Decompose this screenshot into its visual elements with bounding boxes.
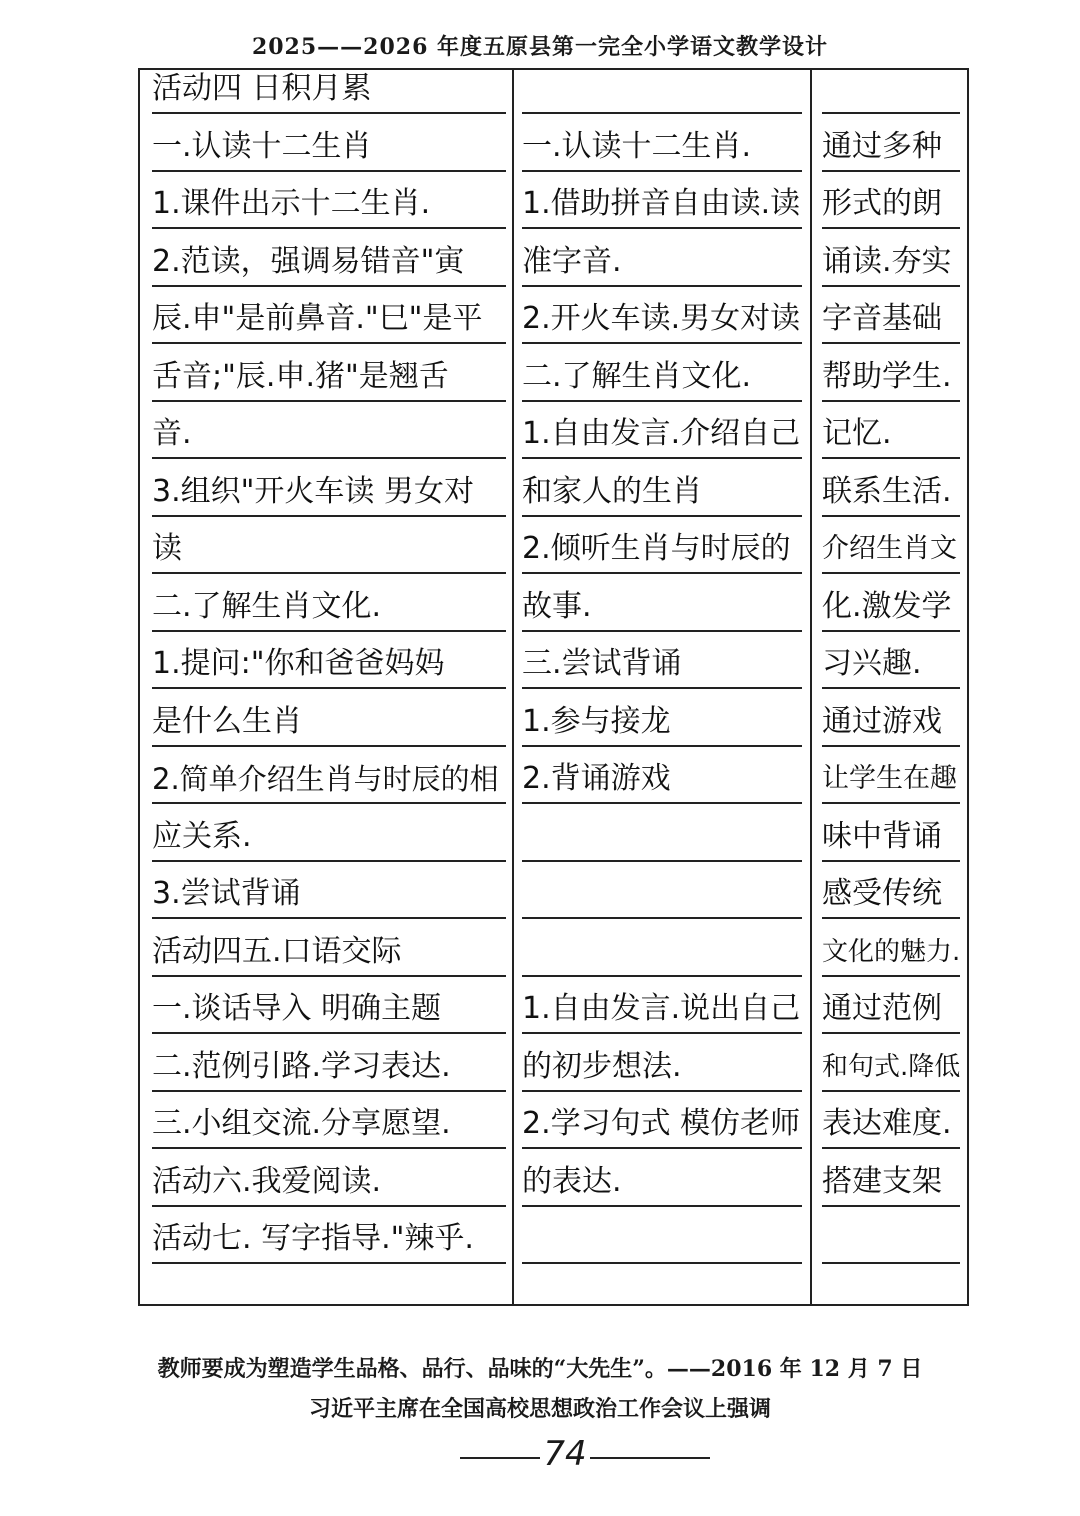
teacher-row xyxy=(152,114,506,172)
footer-source: 习近平主席在全国高校思想政治工作会议上强调 xyxy=(308,1396,771,1422)
teacher-row-text: 三.小组交流.分享愿望. xyxy=(152,1106,451,1141)
intent-row xyxy=(822,919,960,977)
teacher-row-text: 应关系. xyxy=(152,818,252,854)
intent-row xyxy=(822,286,960,344)
student-row xyxy=(522,516,802,574)
intent-row xyxy=(822,631,960,689)
teacher-row-text: 活动七. 写字指导."辣乎. xyxy=(152,1221,474,1256)
teacher-row-text: 舌音;"辰.申.猪"是翘舌 xyxy=(152,358,449,394)
teacher-row-text: 辰.申"是前鼻音."巳"是平 xyxy=(152,301,483,336)
student-row xyxy=(522,689,802,747)
teacher-row-text: 读 xyxy=(152,531,182,566)
student-row xyxy=(522,459,802,517)
student-row-text: 1.自由发言.介绍自己 xyxy=(522,416,801,451)
teacher-row xyxy=(152,976,506,1034)
intent-row-text: 字音基础 xyxy=(822,301,942,336)
student-row-text: 1.自由发言.说出自己 xyxy=(522,991,801,1026)
intent-row xyxy=(822,1091,960,1149)
page-number-dash-left xyxy=(460,1457,540,1459)
student-row xyxy=(522,114,802,172)
intent-row-text: 化.激发学 xyxy=(822,588,952,624)
teacher-row xyxy=(152,1091,506,1149)
intent-row xyxy=(822,401,960,459)
teacher-row xyxy=(152,861,506,919)
intent-row xyxy=(822,574,960,632)
page-number: 74 xyxy=(543,1434,587,1474)
intent-row xyxy=(822,689,960,747)
teacher-row-text: 2.简单介绍生肖与时辰的相 xyxy=(152,762,499,796)
teacher-row xyxy=(152,1149,506,1207)
teacher-row-text: 2.范读，强调易错音"寅 xyxy=(152,243,465,279)
student-row-text: 2.倾听生肖与时辰的 xyxy=(522,531,791,566)
page-number-dash-right xyxy=(590,1457,710,1459)
student-row xyxy=(522,861,802,919)
teacher-row-text: 音. xyxy=(152,416,192,451)
student-row-text: 二.了解生肖文化. xyxy=(522,358,752,394)
footer-quote: 教师要成为塑造学生品格、品行、品味的“大先生”。——2016 年 12 月 7 日 xyxy=(157,1356,923,1382)
intent-row-text: 感受传统 xyxy=(822,876,942,911)
intent-row xyxy=(822,171,960,229)
intent-row xyxy=(822,516,960,574)
teacher-row xyxy=(152,746,506,804)
student-row xyxy=(522,1206,802,1264)
student-row xyxy=(522,286,802,344)
student-row xyxy=(522,1149,802,1207)
teacher-row-text: 一.谈话导入 明确主题 xyxy=(152,991,442,1026)
student-row-text: 故事. xyxy=(522,588,592,624)
student-row-text: 和家人的生肖 xyxy=(522,473,702,509)
teacher-row-text: 一.认读十二生肖 xyxy=(152,128,372,164)
student-row-text: 1.借助拼音自由读.读 xyxy=(522,186,801,221)
student-row-text: 2.背诵游戏 xyxy=(522,761,671,796)
teacher-row-text: 是什么生肖 xyxy=(152,703,302,739)
intent-row-text: 介绍生肖文 xyxy=(822,533,957,564)
student-row-text: 的表达. xyxy=(522,1163,622,1199)
teacher-row-text: 活动四 日积月累 xyxy=(152,71,372,106)
intent-row-text: 习兴趣. xyxy=(822,646,922,681)
student-row xyxy=(522,976,802,1034)
teacher-row xyxy=(152,286,506,344)
teacher-row xyxy=(152,56,506,114)
intent-row xyxy=(822,1034,960,1092)
teacher-row-text: 活动四五.口语交际 xyxy=(152,933,402,969)
ruled-line xyxy=(152,1262,506,1264)
lesson-plan-table xyxy=(138,68,969,1306)
page-header: 2025——2026 年度五原县第一完全小学语文教学设计 xyxy=(251,34,829,60)
intent-row-text: 通过范例 xyxy=(822,991,942,1026)
teacher-row xyxy=(152,574,506,632)
student-row xyxy=(522,574,802,632)
teacher-row xyxy=(152,631,506,689)
intent-row-text: 让学生在趣 xyxy=(822,763,957,794)
intent-row xyxy=(822,746,960,804)
student-row xyxy=(522,401,802,459)
column-divider-2 xyxy=(810,70,812,1304)
intent-row-text: 通过游戏 xyxy=(822,703,942,739)
intent-row-text: 搭建支架 xyxy=(822,1163,942,1199)
student-row-text: 一.认读十二生肖. xyxy=(522,128,752,164)
teacher-row-text: 二.了解生肖文化. xyxy=(152,588,382,624)
intent-row xyxy=(822,804,960,862)
student-row-text: 2.开火车读.男女对读 xyxy=(522,301,801,336)
teacher-row-text: 1.课件出示十二生肖. xyxy=(152,186,431,221)
student-row xyxy=(522,56,802,114)
column-divider-1 xyxy=(512,70,514,1304)
student-row xyxy=(522,1091,802,1149)
teacher-row-text: 二.范例引路.学习表达. xyxy=(152,1048,451,1084)
teacher-row xyxy=(152,516,506,574)
teacher-row xyxy=(152,804,506,862)
student-row-text: 1.参与接龙 xyxy=(522,703,671,739)
student-row-text: 2.学习句式 模仿老师 xyxy=(522,1106,801,1141)
ruled-line xyxy=(522,1262,802,1264)
intent-row-text: 通过多种 xyxy=(822,128,942,164)
teacher-row xyxy=(152,229,506,287)
intent-row xyxy=(822,114,960,172)
student-row-text: 三.尝试背诵 xyxy=(522,646,682,681)
intent-row-text: 帮助学生. xyxy=(822,358,952,394)
teacher-row xyxy=(152,919,506,977)
intent-row xyxy=(822,976,960,1034)
student-row xyxy=(522,344,802,402)
teacher-row-text: 1.提问:"你和爸爸妈妈 xyxy=(152,646,445,681)
teacher-row xyxy=(152,344,506,402)
teacher-row-text: 活动六.我爱阅读. xyxy=(152,1163,382,1199)
ruled-line xyxy=(822,1262,960,1264)
student-row xyxy=(522,229,802,287)
student-row xyxy=(522,746,802,804)
student-row xyxy=(522,919,802,977)
intent-row-text: 和句式.降低 xyxy=(822,1051,961,1082)
page-number-area xyxy=(0,1430,1080,1480)
teacher-row xyxy=(152,459,506,517)
intent-row xyxy=(822,344,960,402)
teacher-row xyxy=(152,1034,506,1092)
intent-row-text: 联系生活. xyxy=(822,473,952,509)
intent-row xyxy=(822,1149,960,1207)
teacher-row-text: 3.组织"开火车读 男女对 xyxy=(152,473,474,509)
intent-row-text: 味中背诵 xyxy=(822,818,942,854)
intent-row xyxy=(822,1206,960,1264)
teacher-row xyxy=(152,1206,506,1264)
student-row xyxy=(522,804,802,862)
intent-row xyxy=(822,229,960,287)
teacher-row-text: 3.尝试背诵 xyxy=(152,876,301,911)
intent-row xyxy=(822,459,960,517)
student-row-text: 准字音. xyxy=(522,243,622,279)
intent-row-text: 形式的朗 xyxy=(822,186,942,221)
intent-row xyxy=(822,56,960,114)
intent-row-text: 记忆. xyxy=(822,416,892,451)
student-row xyxy=(522,171,802,229)
student-row xyxy=(522,631,802,689)
teacher-row xyxy=(152,401,506,459)
intent-row-text: 诵读.夯实 xyxy=(822,243,952,279)
intent-row-text: 表达难度. xyxy=(822,1106,952,1141)
intent-row-text: 文化的魅力. xyxy=(822,936,961,967)
student-row-text: 的初步想法. xyxy=(522,1048,682,1084)
teacher-row xyxy=(152,171,506,229)
student-row xyxy=(522,1034,802,1092)
teacher-row xyxy=(152,689,506,747)
intent-row xyxy=(822,861,960,919)
